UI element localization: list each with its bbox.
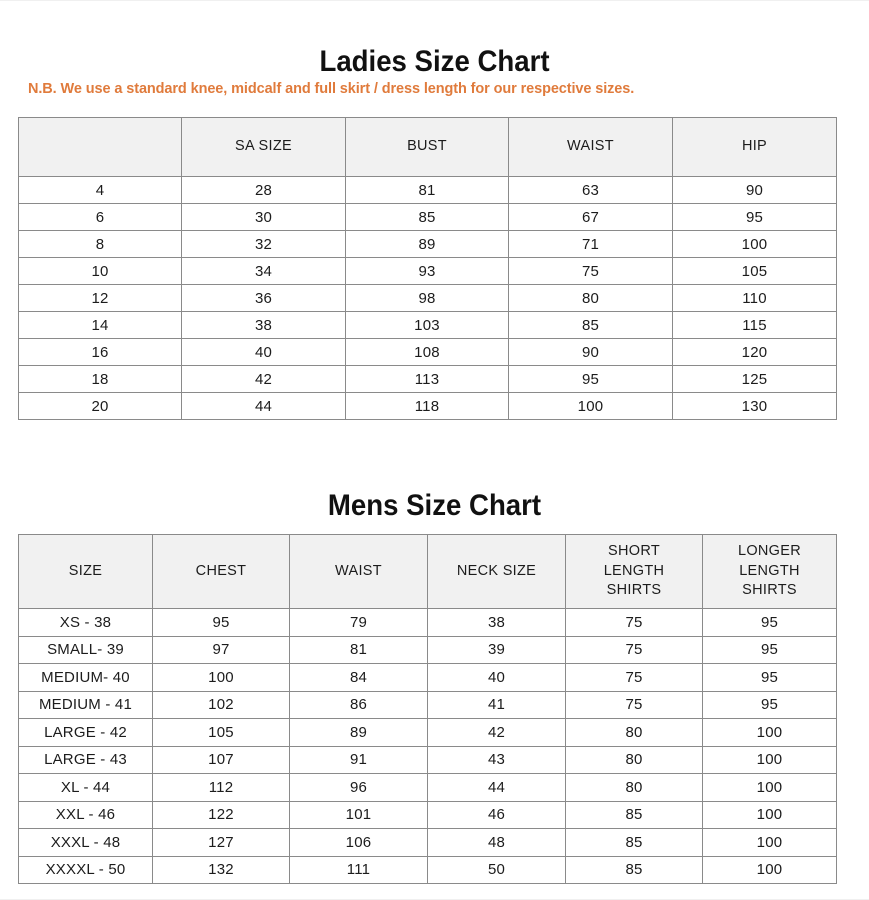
table-cell: 100 — [703, 829, 837, 857]
table-cell: 96 — [290, 774, 428, 802]
table-cell: 100 — [673, 231, 837, 258]
table-cell: 79 — [290, 609, 428, 637]
table-cell: 40 — [182, 339, 346, 366]
header-label-line: SHIRTS — [742, 582, 797, 599]
table-cell-size: 18 — [19, 366, 182, 393]
table-cell: 105 — [153, 719, 290, 747]
table-cell: 63 — [509, 177, 673, 204]
table-cell: 122 — [153, 801, 290, 829]
table-cell-size: XXL - 46 — [19, 801, 153, 829]
ladies-size-note: N.B. We use a standard knee, midcalf and full skirt / dress length for our respective sizes. — [28, 80, 635, 97]
table-cell: 30 — [182, 204, 346, 231]
table-row — [19, 339, 837, 366]
table-row — [19, 393, 837, 420]
table-cell: 100 — [703, 856, 837, 884]
header-label — [19, 562, 152, 582]
table-cell: 120 — [673, 339, 837, 366]
table-cell: 36 — [182, 285, 346, 312]
table-cell: 93 — [346, 258, 509, 285]
table-cell: 81 — [346, 177, 509, 204]
header-label-line: WAIST — [335, 562, 382, 579]
table-cell: 85 — [566, 856, 703, 884]
table-cell: 44 — [428, 774, 566, 802]
table-row — [19, 829, 837, 857]
table-row — [19, 285, 837, 312]
ladies-col-header-sa-size: SA SIZE — [182, 118, 346, 177]
table-cell-size: SMALL- 39 — [19, 636, 153, 664]
table-cell: 103 — [346, 312, 509, 339]
table-cell: 46 — [428, 801, 566, 829]
header-label — [428, 562, 565, 582]
table-cell: 100 — [703, 801, 837, 829]
table-row — [19, 204, 837, 231]
ladies-size-table — [18, 117, 837, 420]
table-cell: 106 — [290, 829, 428, 857]
table-cell: 108 — [346, 339, 509, 366]
table-cell: 43 — [428, 746, 566, 774]
table-cell: 85 — [566, 829, 703, 857]
table-row — [19, 856, 837, 884]
header-label-line: NECK SIZE — [456, 562, 537, 579]
table-cell: 40 — [428, 664, 566, 692]
table-cell: 95 — [703, 636, 837, 664]
table-cell: 80 — [566, 774, 703, 802]
header-label — [703, 542, 836, 601]
table-cell-size: MEDIUM - 41 — [19, 691, 153, 719]
table-cell-size: LARGE - 42 — [19, 719, 153, 747]
ladies-size-chart-title: Ladies Size Chart — [319, 45, 550, 79]
table-cell: 95 — [703, 691, 837, 719]
table-cell: 32 — [182, 231, 346, 258]
table-cell-size: 8 — [19, 231, 182, 258]
table-cell: 38 — [182, 312, 346, 339]
table-row — [19, 366, 837, 393]
table-cell: 95 — [703, 609, 837, 637]
table-cell-size: XXXL - 48 — [19, 829, 153, 857]
table-cell: 38 — [428, 609, 566, 637]
table-cell: 75 — [566, 636, 703, 664]
table-cell: 85 — [566, 801, 703, 829]
table-row — [19, 231, 837, 258]
table-row — [19, 691, 837, 719]
header-label-line: SHORT — [608, 543, 660, 560]
table-cell: 81 — [290, 636, 428, 664]
table-cell: 50 — [428, 856, 566, 884]
table-cell: 85 — [509, 312, 673, 339]
table-cell: 80 — [566, 746, 703, 774]
mens-table-body — [19, 609, 837, 884]
table-cell: 95 — [703, 664, 837, 692]
table-cell: 112 — [153, 774, 290, 802]
table-cell: 44 — [182, 393, 346, 420]
header-label-line: LENGTH — [739, 562, 800, 579]
table-cell: 95 — [153, 609, 290, 637]
table-cell: 80 — [509, 285, 673, 312]
table-cell: 105 — [673, 258, 837, 285]
header-label — [566, 542, 702, 601]
header-label-line: SIZE — [68, 562, 103, 579]
table-cell: 113 — [346, 366, 509, 393]
table-cell: 110 — [673, 285, 837, 312]
table-cell: 125 — [673, 366, 837, 393]
table-cell: 84 — [290, 664, 428, 692]
table-row — [19, 609, 837, 637]
table-cell-size: 4 — [19, 177, 182, 204]
table-cell: 85 — [346, 204, 509, 231]
table-cell: 100 — [509, 393, 673, 420]
table-cell: 130 — [673, 393, 837, 420]
table-cell-size: LARGE - 43 — [19, 746, 153, 774]
table-cell: 118 — [346, 393, 509, 420]
mens-col-header-size — [19, 535, 153, 609]
header-label-line: CHEST — [195, 562, 247, 579]
mens-col-header-neck-size — [428, 535, 566, 609]
table-row — [19, 636, 837, 664]
table-row — [19, 746, 837, 774]
table-cell: 111 — [290, 856, 428, 884]
ladies-col-header-hip: HIP — [673, 118, 837, 177]
ladies-table-head — [19, 118, 837, 177]
table-cell: 100 — [703, 774, 837, 802]
table-row — [19, 258, 837, 285]
table-cell: 34 — [182, 258, 346, 285]
mens-size-chart-title: Mens Size Chart — [327, 489, 542, 523]
header-label-line: LONGER — [737, 543, 802, 560]
header-label-line: LENGTH — [603, 562, 665, 579]
table-cell: 86 — [290, 691, 428, 719]
table-cell: 115 — [673, 312, 837, 339]
ladies-col-header-bust: BUST — [346, 118, 509, 177]
mens-col-header-longer-length-shirts — [703, 535, 837, 609]
table-row — [19, 312, 837, 339]
table-cell: 97 — [153, 636, 290, 664]
table-cell-size: 16 — [19, 339, 182, 366]
table-row — [19, 664, 837, 692]
table-cell-size: MEDIUM- 40 — [19, 664, 153, 692]
table-cell: 42 — [428, 719, 566, 747]
table-cell: 100 — [703, 746, 837, 774]
table-cell: 42 — [182, 366, 346, 393]
table-cell: 102 — [153, 691, 290, 719]
table-cell: 90 — [509, 339, 673, 366]
table-cell-size: 10 — [19, 258, 182, 285]
table-cell: 75 — [509, 258, 673, 285]
ladies-col-header-blank — [19, 118, 182, 177]
table-cell: 28 — [182, 177, 346, 204]
table-cell: 89 — [290, 719, 428, 747]
table-cell: 95 — [673, 204, 837, 231]
table-cell: 100 — [703, 719, 837, 747]
mens-size-table — [18, 534, 837, 884]
table-cell: 75 — [566, 664, 703, 692]
table-cell: 41 — [428, 691, 566, 719]
ladies-col-header-waist: WAIST — [509, 118, 673, 177]
table-cell: 127 — [153, 829, 290, 857]
table-cell: 132 — [153, 856, 290, 884]
ladies-table-body — [19, 177, 837, 420]
table-cell-size: XL - 44 — [19, 774, 153, 802]
table-cell-size: XXXXL - 50 — [19, 856, 153, 884]
table-cell: 90 — [673, 177, 837, 204]
mens-col-header-short-length-shirts — [566, 535, 703, 609]
table-cell: 89 — [346, 231, 509, 258]
table-cell: 75 — [566, 609, 703, 637]
header-label — [290, 562, 427, 582]
table-cell: 100 — [153, 664, 290, 692]
table-row — [19, 801, 837, 829]
table-cell: 67 — [509, 204, 673, 231]
header-label-line: SHIRTS — [606, 582, 662, 599]
table-cell: 75 — [566, 691, 703, 719]
table-row — [19, 774, 837, 802]
table-cell-size: 6 — [19, 204, 182, 231]
table-row — [19, 177, 837, 204]
table-cell-size: 20 — [19, 393, 182, 420]
table-cell: 71 — [509, 231, 673, 258]
table-cell-size: 12 — [19, 285, 182, 312]
table-cell: 48 — [428, 829, 566, 857]
table-cell: 107 — [153, 746, 290, 774]
mens-table-head — [19, 535, 837, 609]
mens-col-header-waist — [290, 535, 428, 609]
table-cell: 95 — [509, 366, 673, 393]
table-row — [19, 719, 837, 747]
table-cell: 91 — [290, 746, 428, 774]
table-cell-size: XS - 38 — [19, 609, 153, 637]
table-header-row — [19, 118, 837, 177]
table-header-row — [19, 535, 837, 609]
header-label — [153, 562, 289, 582]
table-cell: 101 — [290, 801, 428, 829]
table-cell: 39 — [428, 636, 566, 664]
table-cell-size: 14 — [19, 312, 182, 339]
table-cell: 98 — [346, 285, 509, 312]
table-cell: 80 — [566, 719, 703, 747]
mens-col-header-chest — [153, 535, 290, 609]
